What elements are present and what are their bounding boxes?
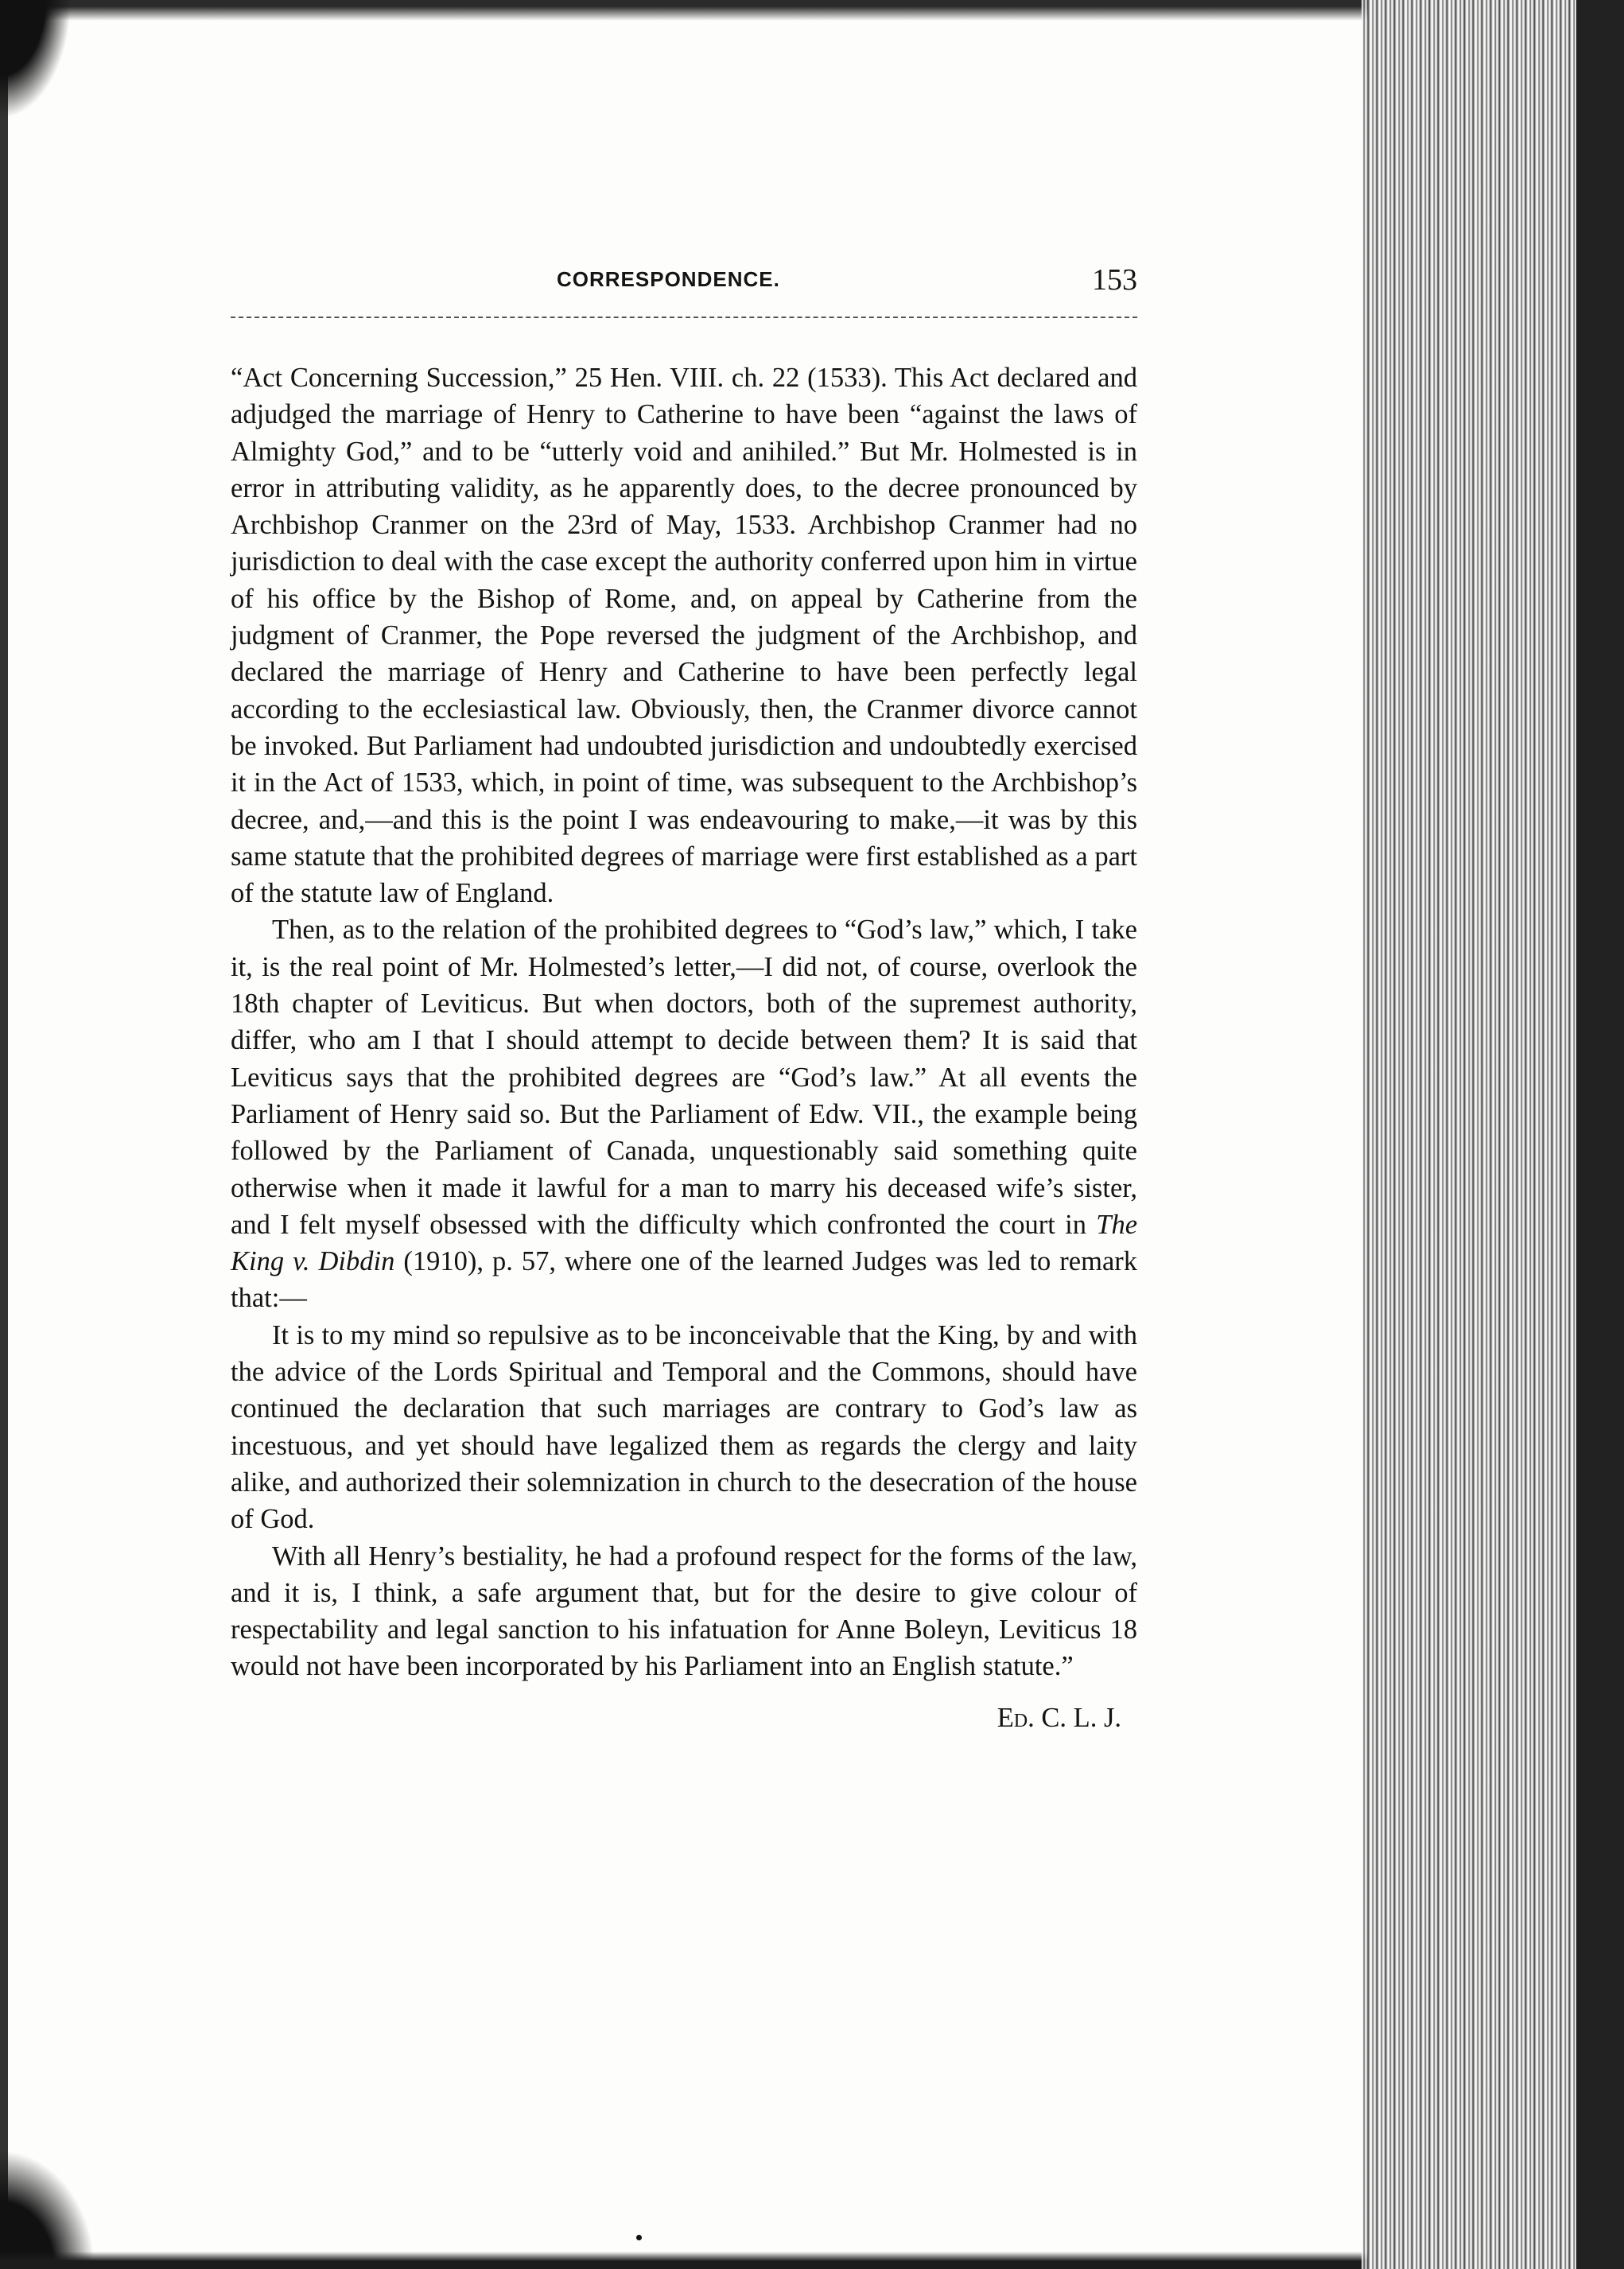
case-name: The King v. Dibdin (231, 1209, 1138, 1277)
header-rule (231, 317, 1137, 318)
page-number: 153 (1092, 263, 1137, 297)
scan-edge-bottom (0, 2252, 1368, 2269)
paragraph-1: “Act Concerning Succession,” 25 Hen. VIII. ch. 22 (1533). This Act declared and adjudged the marriage of Henry to Catherine to have been “against the laws of Almighty God,” and to be “utterly void and anihiled.” But Mr. Holmested is in error in attributing validity, as he apparently does, to the decree pronounced by Archbishop Cranmer on the 23rd of May, 1533. Archbishop Cranmer had no jurisdiction to deal with the case except the authority conferred upon him in virtue of his office by the Bishop of Rome, and, on appeal by Catherine from the judgment of Cranmer, the Pope reversed the judgment of the Archbishop, and declared the marriage of Henry and Catherine to have been perfectly legal according to the ecclesiastical law. Obviously, then, the Cranmer divorce cannot be invoked. But Parliament had undoubted jurisdiction and undoubtedly exercised it in the Act of 1533, which, in point of time, was subsequent to the Archbishop’s decree, and,—and this is the point I was endeavouring to make,—it was by this same statute that the prohibited degrees of marriage were first established as a part of the statute law of England. (231, 363, 1137, 909)
paragraph-2 (231, 911, 1137, 1316)
scan-edge-top (0, 0, 1368, 21)
running-head: CORRESPONDENCE. (557, 267, 780, 291)
page-header (231, 262, 1137, 310)
scan-edge-right-dark (1576, 0, 1624, 2269)
ink-dot (636, 2235, 642, 2240)
scan-shadow-top-left (0, 0, 72, 119)
scan-edge-left (0, 0, 8, 2269)
editor-signature: Ed. C. L. J. (997, 1702, 1121, 1733)
closing-paragraph: With all Henry’s bestiality, he had a profound respect for the forms of the law, and it is, I think, a safe argument that, but for the desire to give colour of respectability and legal sanction to his infatuation for Anne Boleyn, Leviticus 18 would not have been incorporated by his Parliament into an English statute.” (231, 1541, 1137, 1682)
paragraph-2-text: Then, as to the relation of the prohibited degrees to “God’s law,” which, I take it, is the real point of Mr. Holmested’s letter,—I did not, of course, overlook the 18th chapter of Leviticus. But when doctors, both of the supremest authority, differ, who am I that I should attempt to decide between them? It is said that Leviticus says that the prohibited degrees are “God’s law.” At all events the Parliament of Henry said so. But the Parliament of Edw. VII., the example being followed by the Parliament of Canada, unquestionably said something quite otherwise when it made it lawful for a man to marry his deceased wife’s sister, and I felt myself obsessed with the difficulty which confronted the court in (231, 915, 1137, 1240)
block-quotation: It is to my mind so repulsive as to be inconceivable that the King, by and with the advice of the Lords Spiritual and Temporal and the Commons, should have continued the declaration that such marriages are contrary to God’s law as incestuous, and yet should have legalized them as regards the clergy and laity alike, and authorized their solemnization in church to the desecration of the house of God. (231, 1319, 1137, 1535)
body-text (231, 359, 1137, 1736)
case-citation: (1910), p. 57, where one of the learned Judges was led to remark that:— (231, 1246, 1137, 1314)
